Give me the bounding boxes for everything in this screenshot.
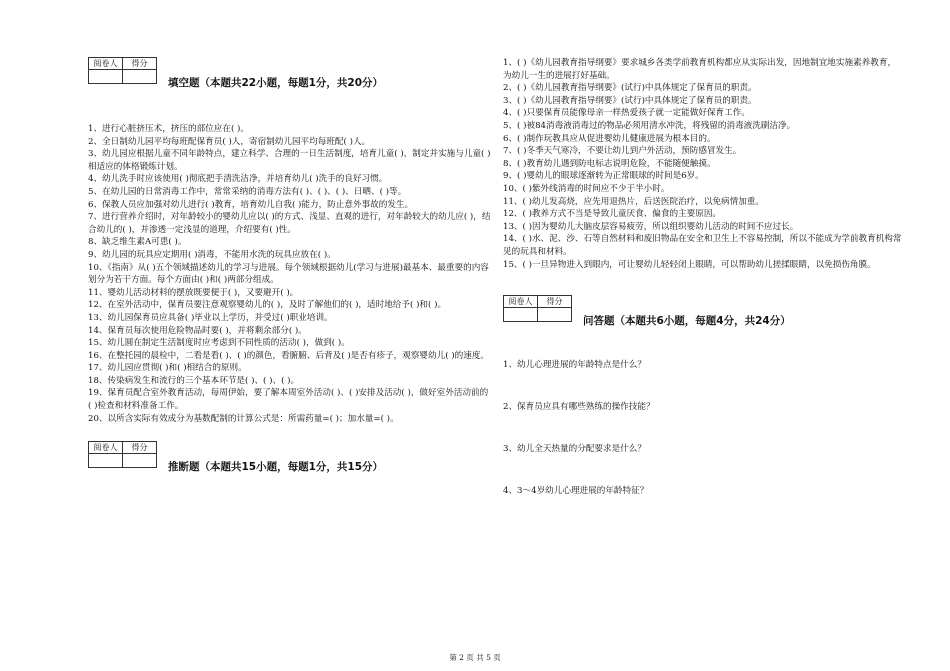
judge-item-8: 8、( )教育幼儿遇到防电标志说明危险，不能随便触摸。 xyxy=(503,158,716,169)
score-box xyxy=(503,295,572,322)
qa-item-2: 2、保育员应具有哪些熟练的操作技能？ xyxy=(503,402,655,413)
reviewer-cell xyxy=(89,70,123,84)
judge-section-header xyxy=(88,441,491,475)
judge-item-9: 9、( )婴幼儿的眼球逐渐转为正常眼球的时间是6岁。 xyxy=(503,171,704,182)
score-box xyxy=(88,57,157,84)
judge-section-title: 推断题（本题共15小题，每题1分，共15分） xyxy=(168,461,384,474)
judge-item-4: 4、( )只要保育员能像母亲一样热爱孩子就一定能做好保育工作。 xyxy=(503,108,750,119)
qa-item-3: 3、幼儿全天热量的分配要求是什么？ xyxy=(503,444,646,455)
score-cell xyxy=(538,308,572,322)
fill-item-15: 15、幼儿圆在制定生活制度时应考虑到不同性质的活动( )，做到( )。 xyxy=(88,338,350,349)
reviewer-cell xyxy=(504,308,538,322)
qa-items xyxy=(503,359,903,497)
judge-item-5: 5、( )被84消毒液消毒过的物品必须用清水冲洗，将残留的消毒液洗刷洁净。 xyxy=(503,120,796,131)
fill-item-16: 16、在整托园的晨检中，二看是看( )、( )的颜色，看腑腑、后背及( )是否有疹子，观察婴幼儿( )的速度。 xyxy=(88,350,490,361)
score-label: 得分 xyxy=(538,296,572,308)
qa-item-4: 4、3～4岁幼儿心理进展的年龄特征？ xyxy=(503,486,649,497)
qa-section-header xyxy=(503,295,903,329)
fill-item-12: 12、在室外活动中，保育员要注意观察婴幼儿的( )，及时了解他们的( )，适时地给予( )和( )。 xyxy=(88,300,447,311)
judge-item-13: 13、( )因为婴幼儿大脑皮层容易疲劳，所以组织婴幼儿活动的时间不应过长。 xyxy=(503,221,799,232)
reviewer-cell xyxy=(89,454,123,468)
score-box xyxy=(88,441,157,468)
judge-item-12: 12、( )教养方式不当是导致儿童厌食、偏食的主要原因。 xyxy=(503,209,722,220)
right-column xyxy=(503,57,903,527)
score-cell xyxy=(123,454,157,468)
judge-item-14: 14、( )水、泥、沙、石等自然材料和废旧物品在安全和卫生上不容易控制，所以不能成为学前教育机构常见的玩具和材料。 xyxy=(503,234,902,257)
judge-item-15: 15、( )一旦异物进入到眼内，可让婴幼儿轻轻闭上眼睛，可以帮助幼儿搓揉眼睛，以免损伤角膜。 xyxy=(503,259,876,270)
fill-item-13: 13、幼儿园保育员应具备( )毕业以上学历，并受过( )职业培训。 xyxy=(88,312,333,323)
fill-item-14: 14、保育员每次使用危险物品时要( )，并将剩余部分( )。 xyxy=(88,325,307,336)
judge-item-10: 10、( )紫外线消毒的时间应不少于半小时。 xyxy=(503,183,670,194)
left-column xyxy=(88,57,491,475)
judge-item-6: 6、( )制作玩教具应从促进婴幼儿健康进展为根本目的。 xyxy=(503,133,716,144)
reviewer-label: 阅卷人 xyxy=(89,58,123,70)
fill-item-4: 4、幼儿洗手时应该使用( )彻底把手清洗洁净，并培育幼儿( )洗手的良好习惯。 xyxy=(88,174,388,185)
fill-item-8: 8、缺乏维生素A可患( )。 xyxy=(88,237,187,248)
fill-item-2: 2、全日制幼儿园平均每班配保育员( )人，寄宿制幼儿园平均每班配( )人。 xyxy=(88,136,371,147)
fill-items xyxy=(88,123,491,425)
fill-item-7: 7、进行营养介绍时，对年龄较小的婴幼儿应以( )的方式、浅显、直观的进行，对年龄较大的幼儿应( )，结合幼儿的( )，并渗透一定浅显的道理，介绍要有( )性。 xyxy=(88,212,491,235)
page-footer: 第 2 页 共 5 页 xyxy=(449,653,501,662)
judge-item-2: 2、( )《幼儿园教育指导纲要》(试行)中具体规定了保育员的职责。 xyxy=(503,83,757,94)
fill-item-5: 5、在幼儿园的日常消毒工作中，常常采纳的消毒方法有( )、( )、( )、日晒、( )等。 xyxy=(88,186,407,197)
fill-item-19: 19、保育员配合室外教育活动，每周伊始，要了解本周室外活动( )、( )安排及活动( )，做好室外活动前的( )检查和材料准备工作。 xyxy=(88,388,489,412)
fill-section-header xyxy=(88,57,491,91)
reviewer-label: 阅卷人 xyxy=(504,296,538,308)
fill-item-18: 18、传染病发生和流行的三个基本环节是( )、( )、( )。 xyxy=(88,375,300,386)
fill-item-1: 1、进行心脏挤压术，挤压的部位应在( )。 xyxy=(88,124,249,134)
qa-section-title: 问答题（本题共6小题，每题4分，共24分） xyxy=(583,315,791,328)
fill-section-title: 填空题（本题共22小题，每题1分，共20分） xyxy=(168,77,384,89)
fill-item-11: 11、婴幼儿活动材料的摆放既要便于( )，又要避开( )。 xyxy=(88,287,299,298)
judge-item-7: 7、( )冬季天气寒冷，不要让幼儿到户外活动，预防感冒发生。 xyxy=(503,146,742,157)
qa-item-1: 1、幼儿心理进展的年龄特点是什么？ xyxy=(503,360,646,371)
score-label: 得分 xyxy=(123,442,157,454)
fill-item-9: 9、幼儿园的玩具应定期用( )消毒，不能用水洗的玩具应放在( )。 xyxy=(88,249,336,260)
fill-item-20: 20、以所含实际有效成分为基数配制的计算公式是：所需药量=( )；加水量=( )。 xyxy=(88,413,399,424)
judge-items xyxy=(503,57,903,271)
fill-item-10: 10、《指南》从( )五个领域描述幼儿的学习与进展。每个领域根据幼儿(学习与进展)最基本、最重要的内容划分为若干方面。每个方面由( )和( )两部分组成。 xyxy=(88,262,489,286)
score-label: 得分 xyxy=(123,58,157,70)
fill-item-6: 6、保教人员应加强对幼儿进行( )教育，培育幼儿自我( )能力，防止意外事故的发生。 xyxy=(88,199,414,210)
fill-item-17: 17、幼儿园应贯彻( )和( )相结合的原则。 xyxy=(88,363,247,374)
judge-item-1: 1、( )《幼儿园教育指导纲要》要求城乡各类学前教育机构都应从实际出发，因地制宜地实施素养教育，为幼儿一生的进展打好基础。 xyxy=(503,58,897,81)
reviewer-label: 阅卷人 xyxy=(89,442,123,454)
judge-item-3: 3、( )《幼儿园教育指导纲要》(试行)中具体规定了保育员的职责。 xyxy=(503,95,757,106)
judge-item-11: 11、( )幼儿发高烧，应先用退热片，后送医院治疗，以免病情加重。 xyxy=(503,196,764,207)
score-cell xyxy=(123,70,157,84)
fill-item-3: 3、幼儿园应根据儿童不同年龄特点，建立科学、合理的一日生活制度，培育儿童( )，制定并实施与儿童( )相适应的体格锻炼计划。 xyxy=(88,149,491,172)
